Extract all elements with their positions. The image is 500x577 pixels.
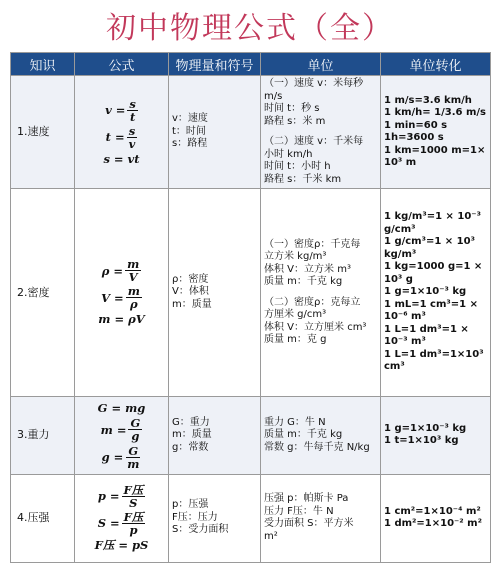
formula-line <box>78 98 165 123</box>
quantity-cell <box>169 76 261 189</box>
unit-line: 压强 p：帕斯卡 Pa <box>264 493 349 505</box>
conversion-cell <box>381 397 491 475</box>
formula-cell <box>75 474 169 562</box>
quantity-cell <box>169 189 261 397</box>
fraction <box>122 511 146 536</box>
unit-line: （二）密度ρ：克每立 <box>264 296 361 308</box>
conversion-line: 1 kg/m³=1 × 10⁻³ <box>384 211 481 223</box>
unit-line: （一）密度ρ：千克每 <box>264 238 361 250</box>
fraction-denominator: p <box>129 523 138 537</box>
quantity-line: p：压强 <box>172 499 209 511</box>
conversion-cell <box>381 76 491 189</box>
unit-line: 压力 F压：牛 N <box>264 505 334 517</box>
conversion-line: 10³ g <box>384 273 413 285</box>
unit-line: 常数 g：牛每千克 N/kg <box>264 441 370 453</box>
formula-line <box>78 285 165 310</box>
quantity-line: m：质量 <box>172 298 212 310</box>
fraction <box>128 417 142 442</box>
unit-cell <box>261 189 381 397</box>
conversion-line: 1 t=1×10³ kg <box>384 435 459 447</box>
unit-line: 方厘米 g/cm³ <box>264 309 327 320</box>
header-unit: 单位 <box>261 53 381 76</box>
formula-line: G = mg <box>97 401 146 415</box>
formula-line: m = ρV <box>98 312 145 327</box>
unit-line: 质量 m：千克 kg <box>264 429 343 441</box>
conversion-line: 1h=3600 s <box>384 132 444 143</box>
fraction <box>125 258 141 283</box>
quantity-line: g：常数 <box>172 441 209 453</box>
conversion-line: cm³ <box>384 361 405 373</box>
conversion-line: g/cm³ <box>384 223 416 235</box>
formula-table <box>10 52 491 563</box>
fraction-numerator: F压 <box>123 482 144 497</box>
unit-cell <box>261 474 381 562</box>
topic-cell: 2.密度 <box>11 189 75 397</box>
conversion-line: 1 g=1×10⁻³ kg <box>384 422 467 434</box>
quantity-line: s：路程 <box>172 138 208 150</box>
unit-line: 体积 V：立方厘米 cm³ <box>264 321 367 333</box>
formula-line <box>78 417 165 442</box>
formula-line: s = vt <box>103 151 140 166</box>
fraction-denominator: v <box>128 136 136 151</box>
unit-line: （一）速度 v：米每秒 <box>264 78 364 89</box>
formula-lhs: p = <box>97 489 120 504</box>
conversion-line: 1 kg=1000 g=1 × <box>384 261 483 273</box>
unit-line: 路程 s：米 m <box>264 115 326 127</box>
conversion-line: kg/m³ <box>384 248 417 260</box>
conversion-cell <box>381 189 491 397</box>
quantity-line: v：速度 <box>172 113 208 125</box>
unit-line: 体积 V：立方米 m³ <box>264 263 351 275</box>
formula-line <box>78 445 165 470</box>
quantity-cell <box>169 397 261 475</box>
conversion-line: 1 km=1000 m=1× <box>384 144 486 156</box>
unit-line: 时间 t：小时 h <box>264 161 331 172</box>
fraction-numerator: s <box>128 123 136 138</box>
formula-lhs: g = <box>101 449 124 464</box>
conversion-line: 10⁻⁶ m³ <box>384 311 426 323</box>
conversion-line: 1 km/h= 1/3.6 m/s <box>384 107 486 118</box>
unit-line: 立方米 kg/m³ <box>264 251 327 262</box>
fraction-numerator: G <box>130 416 141 431</box>
header-quantity: 物理量和符号 <box>169 53 261 76</box>
unit-line: m² <box>264 530 278 542</box>
unit-line: 受力面积 S：平方米 <box>264 518 354 530</box>
quantity-cell <box>169 474 261 562</box>
conversion-line: 1 cm²=1×10⁻⁴ m² <box>384 505 481 517</box>
quantity-line: G：重力 <box>172 416 210 428</box>
quantity-line: ρ：密度 <box>172 273 209 285</box>
unit-line: 质量 m：千克 kg <box>264 276 343 287</box>
fraction-numerator: s <box>129 96 136 111</box>
header-conversion: 单位转化 <box>381 53 491 76</box>
table-row <box>11 76 491 189</box>
quantity-line: V：体积 <box>172 286 209 298</box>
table-row <box>11 189 491 397</box>
conversion-cell <box>381 474 491 562</box>
fraction-numerator: m <box>127 257 140 272</box>
fraction-numerator: F压 <box>123 509 144 524</box>
fraction <box>127 98 137 123</box>
unit-line: （二）速度 v：千米每 <box>264 136 364 147</box>
fraction-numerator: G <box>128 443 139 458</box>
fraction-denominator: m <box>127 456 140 471</box>
formula-lhs: S = <box>97 516 120 531</box>
unit-gap <box>264 289 377 297</box>
fraction-denominator: g <box>131 429 140 444</box>
unit-line: 重力 G：牛 N <box>264 416 326 428</box>
table-row <box>11 397 491 475</box>
unit-line: 质量 m：克 g <box>264 334 327 345</box>
fraction-denominator: S <box>129 495 138 510</box>
quantity-line: m：质量 <box>172 429 212 441</box>
formula-line: F压 = pS <box>94 538 149 553</box>
formula-lhs: m = <box>100 422 127 437</box>
conversion-line: 1 L=1 dm³=1×10³ <box>384 348 484 360</box>
formula-lhs: V = <box>101 290 124 305</box>
fraction <box>127 125 138 150</box>
formula-line <box>78 258 165 283</box>
unit-gap <box>264 128 377 136</box>
formula-lhs: ρ = <box>101 263 124 278</box>
fraction-denominator: ρ <box>129 297 138 312</box>
quantity-line: S：受力面积 <box>172 524 229 536</box>
conversion-line: 1 L=1 dm³=1 × <box>384 323 469 335</box>
unit-cell <box>261 397 381 475</box>
fraction <box>125 445 141 470</box>
unit-line: 路程 s：千米 km <box>264 173 342 185</box>
conversion-line: 1 g=1×10⁻³ kg <box>384 286 467 298</box>
conversion-line: 1 m/s=3.6 km/h <box>384 94 472 106</box>
formula-cell <box>75 397 169 475</box>
unit-line: m/s <box>264 90 283 102</box>
formula-cell <box>75 189 169 397</box>
topic-cell: 3.重力 <box>11 397 75 475</box>
page-title: 初中物理公式（全） <box>106 11 394 46</box>
table-row <box>11 474 491 562</box>
formula-lhs: v = <box>105 103 126 118</box>
conversion-line: 10³ m <box>384 157 417 168</box>
conversion-line: 1 min=60 s <box>384 119 448 131</box>
fraction-denominator: t <box>130 109 136 124</box>
conversion-line: 1 dm²=1×10⁻² m² <box>384 518 482 530</box>
conversion-line: 1 mL=1 cm³=1 × <box>384 298 478 310</box>
header-formula: 公式 <box>75 53 169 76</box>
fraction-denominator: V <box>128 270 138 285</box>
unit-cell <box>261 76 381 189</box>
formula-cell <box>75 76 169 189</box>
fraction <box>122 484 146 509</box>
topic-cell: 1.速度 <box>11 76 75 189</box>
quantity-line: F压：压力 <box>172 511 218 523</box>
unit-line: 小时 km/h <box>264 148 313 160</box>
formula-line <box>78 484 165 509</box>
quantity-line: t：时间 <box>172 125 206 137</box>
formula-line <box>78 125 165 150</box>
formula-lhs: t = <box>105 130 125 145</box>
fraction <box>126 285 142 310</box>
conversion-line: 10⁻³ m³ <box>384 336 426 348</box>
unit-line: 时间 t：秒 s <box>264 103 320 114</box>
fraction-numerator: m <box>127 284 140 299</box>
conversion-line: 1 g/cm³=1 × 10³ <box>384 236 475 248</box>
header-row <box>11 53 491 76</box>
header-topic: 知识 <box>11 53 75 76</box>
formula-line <box>78 511 165 536</box>
topic-cell: 4.压强 <box>11 474 75 562</box>
